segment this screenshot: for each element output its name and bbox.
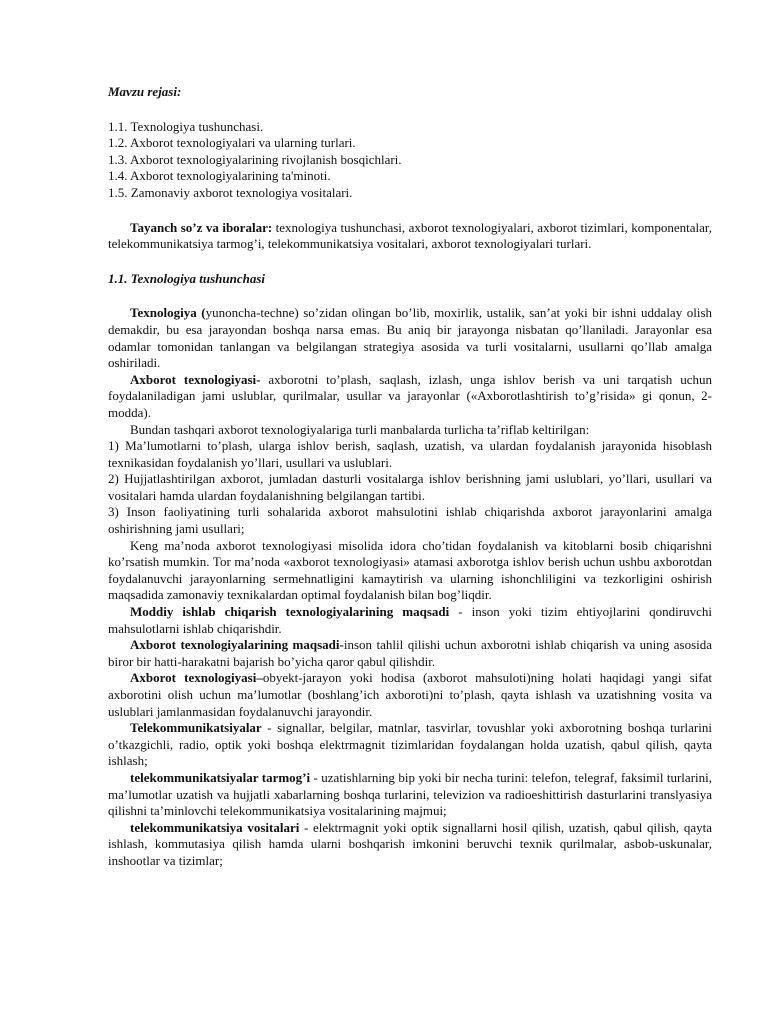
paragraph-axborot-texnologiyasi-2 bbox=[108, 670, 712, 720]
keywords-paragraph bbox=[108, 220, 712, 253]
paragraph-vositalari bbox=[108, 820, 712, 870]
paragraph-text: - inson yoki tizim ehtiyojlarini qondiruvchi mahsulotlarni ishlab chiqarishdir. bbox=[108, 604, 712, 636]
plan-item: 1.2. Axborot texnologiyalari va ularning turlari. bbox=[108, 135, 356, 151]
plan-item: 1.1. Texnologiya tushunchasi. bbox=[108, 118, 264, 134]
plan-list bbox=[108, 119, 712, 202]
plan-item: 1.4. Axborot texnologiyalarining ta'minoti. bbox=[108, 168, 331, 184]
term: telekommunikatsiya vositalari bbox=[130, 819, 300, 835]
definition-list-item: 1) Ma’lumotlarni to’plash, ularga ishlov berish, saqlash, uzatish, va ulardan foydalanish jarayonida hisoblash texnikasidan foydalanish yo’llari, usullari va uslublari. bbox=[108, 438, 712, 470]
paragraph-telekommunikatsiyalar bbox=[108, 720, 712, 770]
term: Axborot texnologiyalarining maqsadi- bbox=[130, 637, 344, 653]
term: Moddiy ishlab chiqarish texnologiyalarining maqsadi bbox=[130, 604, 450, 620]
term: Axborot texnologiyasi– bbox=[130, 670, 263, 686]
paragraph-text: - signallar, belgilar, matnlar, tasvirlar, tovushlar yoki axborotning boshqa turlarini o’tkazgichli, radio, optik yoki boshqa elektrmagnit tizimlaridan foydalangan holda uzatish, qabul qilish, qayta ishlash; bbox=[108, 720, 712, 769]
paragraph-text: axborotni to’plash, saqlash, izlash, unga ishlov berish va uni tarqatish uchun foydalaniladigan jami uslublar, qurilmalar, usullar va jarayonlar («Axborotlashtirish to’g’risida» gi qonun, 2-modda). bbox=[108, 371, 712, 420]
plan-item: 1.5. Zamonaviy axborot texnologiya vositalari. bbox=[108, 184, 353, 200]
paragraph-definitions-intro: Bundan tashqari axborot texnologiyalariga turli manbalarda turlicha ta’riflab keltirilgan: bbox=[130, 421, 590, 437]
paragraph-tarmog bbox=[108, 770, 712, 820]
definition-list-item: 3) Inson faoliyatining turli sohalarida axborot mahsulotini ishlab chiqarishda axborot jarayonlarini amalga oshirishning jami usullari; bbox=[108, 504, 712, 537]
paragraph-text: - uzatishlarning bip yoki bir necha turini: telefon, telegraf, faksimil turlarini, ma’lumotlar uzatish va hujjatli xabarlarning boshqa turlarini, televizion va radioeshittirish dasturlarini translyasiya qilishni ta’minlovchi telekommunikatsiya vositalarining majmui; bbox=[108, 769, 712, 819]
paragraph-texnologiya bbox=[108, 305, 712, 371]
plan-title: Mavzu rejasi: bbox=[108, 84, 182, 99]
term: Texnologiya ( bbox=[130, 305, 206, 321]
keywords-label: Tayanch so’z va iboralar: bbox=[130, 219, 273, 235]
keywords-text: texnologiya tushunchasi, axborot texnologiyalari, axborot tizimlari, komponentalar, telekommunikatsiya tarmog’i, telekommunikatsiya vositalari, axborot texnologiyalari turlari. bbox=[108, 219, 712, 252]
paragraph-text: obyekt-jarayon yoki hodisa (axborot mahsuloti)ning holati haqidagi yangi sifat axborotini olish uchun ma’lumotlar (boshlang’ich axboroti)ni to’plash, qayta ishlash va uzatishning vosita va uslublari jamlanmasidan foydalanuvchi jarayondir. bbox=[108, 670, 712, 719]
paragraph-axborot-maqsadi bbox=[108, 637, 712, 670]
paragraph-text: inson tahlil qilishi uchun axborotni ishlab chiqarish va uning asosida biror bir hatti-harakatni bajarish bo’yicha qaror qabul qilishdir. bbox=[108, 637, 713, 669]
paragraph-axborot-texnologiyasi bbox=[108, 372, 712, 422]
paragraph-moddiy-maqsadi bbox=[108, 604, 712, 637]
paragraph-text: yunoncha-techne) so’zidan olingan bo’lib, moxirlik, ustalik, san’at yoki bir ishni uddalay olish demakdir, bu esa jarayondan boshqa narsa emas. Bu aniq bir jarayonga nisbatan qo’llaniladi. Jarayonlar esa odamlar tomonidan tanlangan va belgilangan strategiya asosida va turli vositalarni, usullarni qo’llab amalga oshiriladi. bbox=[108, 305, 712, 371]
definition-list-item: 2) Hujjatlashtirilgan axborot, jumladan dasturli vositalarga ishlov berishning jami uslublari, yo’llari, usullari va vositalari hamda ulardan foydalanishning belgilangan tartibi. bbox=[108, 471, 712, 503]
paragraph-text: - elektrmagnit yoki optik signallarni hosil qilish, uzatish, qabul qilish, qayta ishlash, kommutasiya qilish hamda ularni boshqarish imkonini beruvchi texnik qurilmalar, asbob-uskunalar, inshootlar va tizimlar; bbox=[108, 819, 712, 868]
section-title: 1.1. Texnologiya tushunchasi bbox=[108, 270, 266, 286]
plan-item: 1.3. Axborot texnologiyalarining rivojlanish bosqichlari. bbox=[108, 151, 402, 167]
term: telekommunikatsiyalar tarmog’i bbox=[130, 769, 311, 785]
paragraph-keng-manoda: Keng ma’noda axborot texnologiyasi misolida idora cho’tidan foydalanish va kitoblarni bosib chiqarishni ko’rsatish mumkin. Tor ma’noda «axborot texnologiyasi» atamasi axborotga ishlov berish uchun ushbu axborotdan foydalanuvchi jarayonlarning sermehnatligini kamaytirish va ularning ishonchliligini va tezkorligini oshirish maqsadida zamonaviy texnikalardan optimal foydalanish bilan bog’liqdir. bbox=[108, 537, 712, 603]
term: Axborot texnologiyasi- bbox=[130, 371, 261, 387]
term: Telekommunikatsiyalar bbox=[130, 720, 262, 736]
